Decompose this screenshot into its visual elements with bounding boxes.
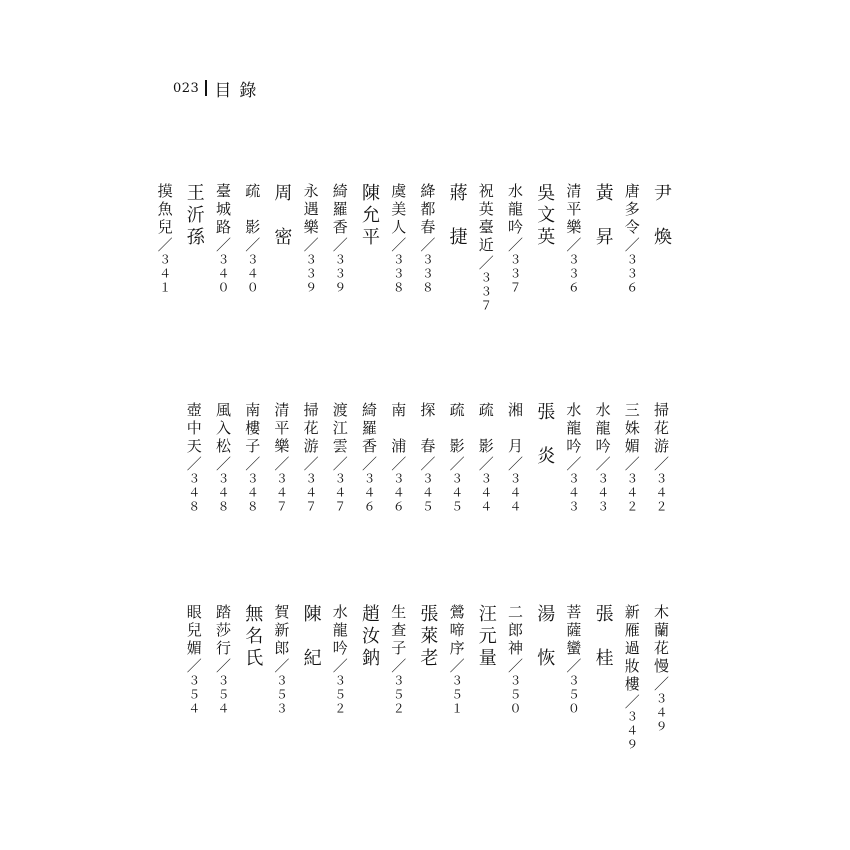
slash-separator: ／ [184,658,203,674]
entry-title: 臺城路 [214,183,232,237]
entry-page-number: ３４６ [391,472,406,514]
entry-title: 南樓子 [243,402,262,456]
entry-title: 賀新郎 [272,604,291,658]
entry-title: 清平樂 [272,402,291,456]
entry-page-number: ３４８ [245,472,260,514]
entry-title: 綺羅香 [330,183,349,237]
toc-entry [475,402,497,514]
entry-page-number: ３４７ [332,472,347,514]
slash-separator: ／ [447,456,466,472]
entry-title: 水龍吟 [330,604,349,658]
page-header [173,76,264,100]
slash-separator: ／ [214,456,232,472]
entry-title: 疏 影 [243,183,262,237]
entry-title: 風入松 [214,402,232,456]
entry-title: 永遇樂 [301,183,320,237]
slash-separator: ／ [214,658,232,674]
entry-page-number: ３３８ [391,253,406,295]
slash-separator: ／ [622,456,641,472]
slash-separator: ／ [272,456,291,472]
entry-page-number: ３４３ [595,472,610,514]
slash-separator: ／ [652,456,670,472]
toc-entry [212,183,234,295]
author-name: 黃 昇 [592,183,614,249]
entry-title: 新雁過妝樓 [622,604,641,694]
toc-entry [650,402,672,514]
entry-page-number: ３５０ [508,674,522,716]
slash-separator: ／ [622,694,641,710]
entry-page-number: ３３９ [332,253,347,295]
toc-entry [154,183,176,295]
entry-page-number: ３４８ [216,472,230,514]
slash-separator: ／ [330,237,349,253]
author-name: 尹 煥 [651,183,672,249]
slash-separator: ／ [506,658,524,674]
slash-separator: ／ [564,237,583,253]
entry-title: 掃花游 [301,402,320,456]
toc-entry [592,402,614,514]
toc-entry [504,402,526,514]
entry-page-number: ３４９ [654,692,668,734]
entry-page-number: ３３７ [508,253,522,295]
entry-page-number: ３４１ [157,253,172,295]
author-name: 周 密 [271,183,293,249]
toc-entry [387,402,409,514]
slash-separator: ／ [360,456,378,472]
entry-page-number: ３４４ [478,472,493,514]
toc-entry [241,402,263,514]
entry-page-number: ３４２ [654,472,668,514]
toc-entry [621,402,643,514]
entry-page-number: ３３６ [624,253,639,295]
entry-page-number: ３３９ [303,253,318,295]
toc-entry [241,183,263,295]
entry-page-number: ３５１ [449,674,464,716]
slash-separator: ／ [214,237,232,253]
entry-title: 湘 月 [506,402,524,456]
author-name: 張 炎 [534,402,556,468]
slash-separator: ／ [652,676,670,692]
author-name: 陳允平 [359,183,380,249]
toc-entry [416,402,438,514]
toc-entry [504,183,526,295]
slash-separator: ／ [593,456,612,472]
entry-title: 眼兒媚 [184,604,203,658]
slash-separator: ／ [330,658,349,674]
entry-title: 生查子 [389,604,408,658]
entry-title: 踏莎行 [214,604,232,658]
slash-separator: ／ [243,237,262,253]
header-divider [205,80,207,96]
entry-title: 壺中天 [184,402,203,456]
entry-title: 綺羅香 [360,402,378,456]
entry-title: 唐多令 [622,183,641,237]
author-name: 汪元量 [475,604,497,670]
toc-entry [270,402,292,514]
entry-page-number: ３５０ [566,674,581,716]
entry-title: 水龍吟 [506,183,524,237]
entry-page-number: ３４５ [420,472,435,514]
author-name: 張萊老 [417,604,439,670]
author-name: 蔣 捷 [446,183,468,249]
slash-separator: ／ [447,658,466,674]
entry-title: 疏 影 [447,402,466,456]
slash-separator: ／ [301,237,320,253]
toc-entry [621,604,643,752]
toc-entry [270,604,292,716]
toc-entry [329,183,351,295]
entry-page-number: ３４６ [362,472,376,514]
toc-entry [212,402,234,514]
entry-title: 疏 影 [476,402,495,456]
toc-entry [300,183,322,295]
entry-title: 菩薩蠻 [564,604,583,658]
entry-title: 水龍吟 [564,402,583,456]
slash-separator: ／ [389,237,408,253]
entry-title: 清平樂 [564,183,583,237]
author-name: 湯 恢 [534,604,556,670]
toc-entry [387,604,409,716]
entry-title: 祝英臺近 [476,183,495,255]
entry-title: 渡江雲 [330,402,349,456]
entry-title: 探 春 [418,402,437,456]
slash-separator: ／ [243,456,262,472]
entry-page-number: ３５２ [391,674,406,716]
entry-page-number: ３４４ [508,472,522,514]
toc-entry [562,402,584,514]
toc-entry [387,183,409,295]
entry-page-number: ３４０ [216,253,230,295]
toc-entry [504,604,526,716]
entry-page-number: ３５２ [332,674,347,716]
author-name: 無名氏 [242,604,264,670]
toc-entry [650,604,672,734]
slash-separator: ／ [476,456,495,472]
author-name: 王沂孫 [183,183,205,249]
entry-page-number: ３３８ [420,253,435,295]
entry-title: 絳都春 [418,183,437,237]
toc-entry [621,183,643,295]
entry-title: 摸魚兒 [155,183,174,237]
entry-title: 虞美人 [389,183,408,237]
entry-title: 二郎神 [506,604,524,658]
toc-entry [446,402,468,514]
entry-title: 鶯啼序 [447,604,466,658]
toc-entry [416,183,438,295]
entry-page-number: ３４３ [566,472,581,514]
slash-separator: ／ [418,456,437,472]
entry-page-number: ３４８ [186,472,201,514]
slash-separator: ／ [155,237,174,253]
author-name: 張 桂 [592,604,614,670]
toc-entry [358,402,380,514]
toc-entry [329,604,351,716]
slash-separator: ／ [301,456,320,472]
entry-page-number: ３５４ [186,674,201,716]
entry-page-number: ３３６ [566,253,581,295]
entry-title: 水龍吟 [593,402,612,456]
slash-separator: ／ [389,456,408,472]
toc-entry [446,604,468,716]
entry-title: 木蘭花慢 [652,604,670,676]
slash-separator: ／ [330,456,349,472]
entry-page-number: ３４５ [449,472,464,514]
slash-separator: ／ [272,658,291,674]
toc-entry [329,402,351,514]
entry-title: 南 浦 [389,402,408,456]
entry-page-number: ３５４ [216,674,230,716]
entry-page-number: ３４７ [303,472,318,514]
toc-entry [183,402,205,514]
author-name: 趙汝鈉 [359,604,380,670]
entry-page-number: ３４２ [624,472,639,514]
page-number: 023 [173,80,200,96]
author-name: 吳文英 [534,183,556,249]
entry-page-number: ３３７ [478,271,493,313]
author-name: 陳 紀 [300,604,322,670]
slash-separator: ／ [564,456,583,472]
entry-title: 三姝媚 [622,402,641,456]
page-title: 目錄 [214,80,265,101]
toc-entry [562,183,584,295]
slash-separator: ／ [622,237,641,253]
slash-separator: ／ [476,255,495,271]
toc-entry [562,604,584,716]
slash-separator: ／ [389,658,408,674]
slash-separator: ／ [564,658,583,674]
slash-separator: ／ [418,237,437,253]
entry-page-number: ３４０ [245,253,260,295]
toc-entry [183,604,205,716]
entry-title: 掃花游 [652,402,670,456]
entry-page-number: ３４９ [624,710,639,752]
slash-separator: ／ [506,456,524,472]
entry-page-number: ３４７ [274,472,289,514]
entry-page-number: ３５３ [274,674,289,716]
slash-separator: ／ [184,456,203,472]
toc-entry [212,604,234,716]
toc-entry [475,183,497,313]
toc-entry [300,402,322,514]
slash-separator: ／ [506,237,524,253]
